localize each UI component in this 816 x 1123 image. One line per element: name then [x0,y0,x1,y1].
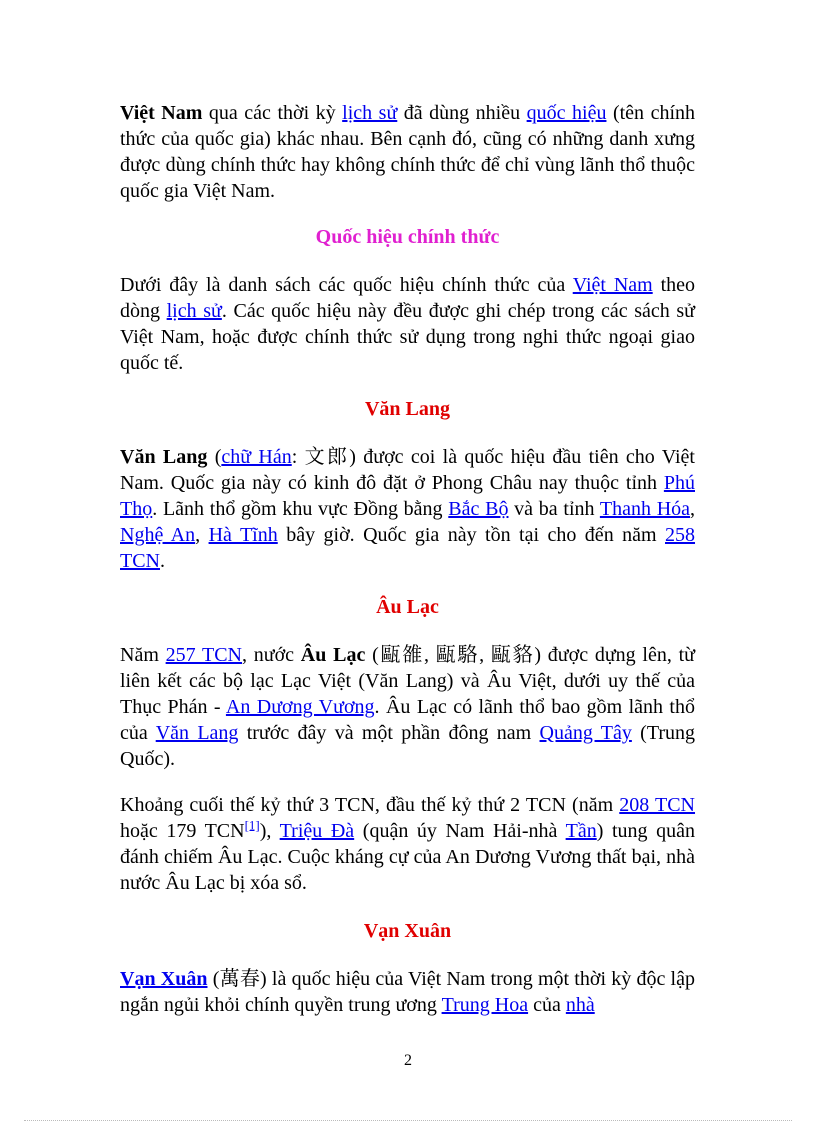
page-number: 2 [404,1052,412,1069]
text-run: . Lãnh thổ gồm khu vực Đồng bằng [152,498,449,520]
text-run: : 文郎) được coi là quốc hiệu đầu tiên cho Việt Nam. Quốc gia này có kinh đô đặt ở Phong Châu nay thuộc tỉnh [120,446,695,494]
link-trieu-da[interactable]: Triệu Đà [279,820,355,842]
text-run: ), [259,820,280,842]
text-run: (萬春) là quốc hiệu của Việt Nam trong một thời kỳ độc lập ngắn ngủi khỏi chính quyền trung ương [120,968,695,1016]
text-run: . [160,550,165,572]
link-phu-tho[interactable]: Phú Thọ [120,472,695,520]
link-258-tcn[interactable]: 258 TCN [120,524,696,572]
link-van-xuan[interactable] [120,968,207,990]
au-lac-paragraph-2 [120,792,695,896]
text-run: Khoảng cuối thế kỷ thứ 3 TCN, đầu thế kỷ thứ 2 TCN (năm [120,794,620,816]
official-paragraph [120,272,695,376]
link-ha-tinh[interactable]: Hà Tĩnh [208,524,278,546]
text-run: theo dòng [120,274,696,322]
heading-au-lac: Âu Lạc [376,596,439,618]
bold-term: Việt Nam [120,102,203,124]
heading-van-lang: Văn Lang [364,398,451,420]
bold-term: Âu Lạc [300,644,366,666]
link-van-lang[interactable]: Văn Lang [155,722,239,744]
text-run: hoặc 179 TCN [120,820,245,842]
text-run: (甌雒, 甌駱, 甌貉) được dựng lên, từ liên kết các bộ lạc Lạc Việt (Văn Lang) và Âu Việt, dưới uy thế của Thục Phán - [120,644,695,718]
link-viet-nam[interactable]: Việt Nam [572,274,653,296]
link-quang-tay[interactable]: Quảng Tây [539,722,632,744]
link-trung-hoa[interactable]: Trung Hoa [441,994,529,1016]
link-quoc-hieu[interactable]: quốc hiệu [526,102,607,124]
link-bac-bo[interactable]: Bắc Bộ [448,498,509,520]
intro-paragraph [120,100,695,204]
text-run: đã dùng nhiều [397,102,527,124]
link-chu-han[interactable]: chữ Hán [221,446,292,468]
text-run: bây giờ. Quốc gia này tồn tại cho đến năm [277,524,666,546]
heading-official-names: Quốc hiệu chính thức [315,226,500,248]
link-nghe-an[interactable]: Nghệ An [120,524,196,546]
text-run: ) tung quân đánh chiếm Âu Lạc. Cuộc kháng cự của An Dương Vương thất bại, nhà nước Âu Lạc bị xóa sổ. [120,820,695,894]
link-257-tcn[interactable]: 257 TCN [165,644,243,666]
text-run: . Âu Lạc có lãnh thổ bao gồm lãnh thổ của [120,696,695,744]
text-run: của [528,994,566,1016]
van-lang-paragraph [120,444,695,574]
heading-van-xuan: Vạn Xuân [363,920,452,942]
link-an-duong-vuong[interactable]: An Dương Vương [225,696,375,718]
text-run: , nước [242,644,301,666]
link-thanh-hoa[interactable]: Thanh Hóa [599,498,691,520]
text-run: Dưới đây là danh sách các quốc hiệu chính thức của [120,274,573,296]
bold-term: Văn Lang [120,446,208,468]
text-run: ( [207,446,222,468]
link-lich-su[interactable]: lịch sử [342,102,398,124]
text-run: và ba tỉnh [508,498,600,520]
bold-link-text: Vạn Xuân [120,968,208,990]
text-run: (Trung Quốc). [120,722,695,770]
link-nha[interactable]: nhà [565,994,595,1016]
link-tan[interactable]: Tần [565,820,597,842]
text-run: (tên chính thức của quốc gia) khác nhau. Bên cạnh đó, cũng có những danh xưng được dùng chính thức hay không chính thức để chỉ vùng lãnh thổ thuộc quốc gia Việt Nam. [120,102,695,202]
page-content [120,100,695,1038]
au-lac-paragraph-1 [120,642,695,772]
text-run: , [690,498,696,520]
link-lich-su-2[interactable]: lịch sử [166,300,222,322]
text-run: trước đây và một phần đông nam [238,722,540,744]
link-208-tcn[interactable]: 208 TCN [619,794,696,816]
page-divider [24,1120,792,1121]
footnote-link-1[interactable]: [1] [244,817,260,833]
van-xuan-paragraph [120,966,695,1018]
text-run: , [195,524,209,546]
text-run: (quận úy Nam Hải-nhà [354,820,566,842]
text-run: . Các quốc hiệu này đều được ghi chép trong các sách sử Việt Nam, hoặc được chính thức sử dụng trong nghi thức ngoại giao quốc tế. [120,300,695,374]
text-run: qua các thời kỳ [202,102,343,124]
text-run: Năm [120,644,166,666]
